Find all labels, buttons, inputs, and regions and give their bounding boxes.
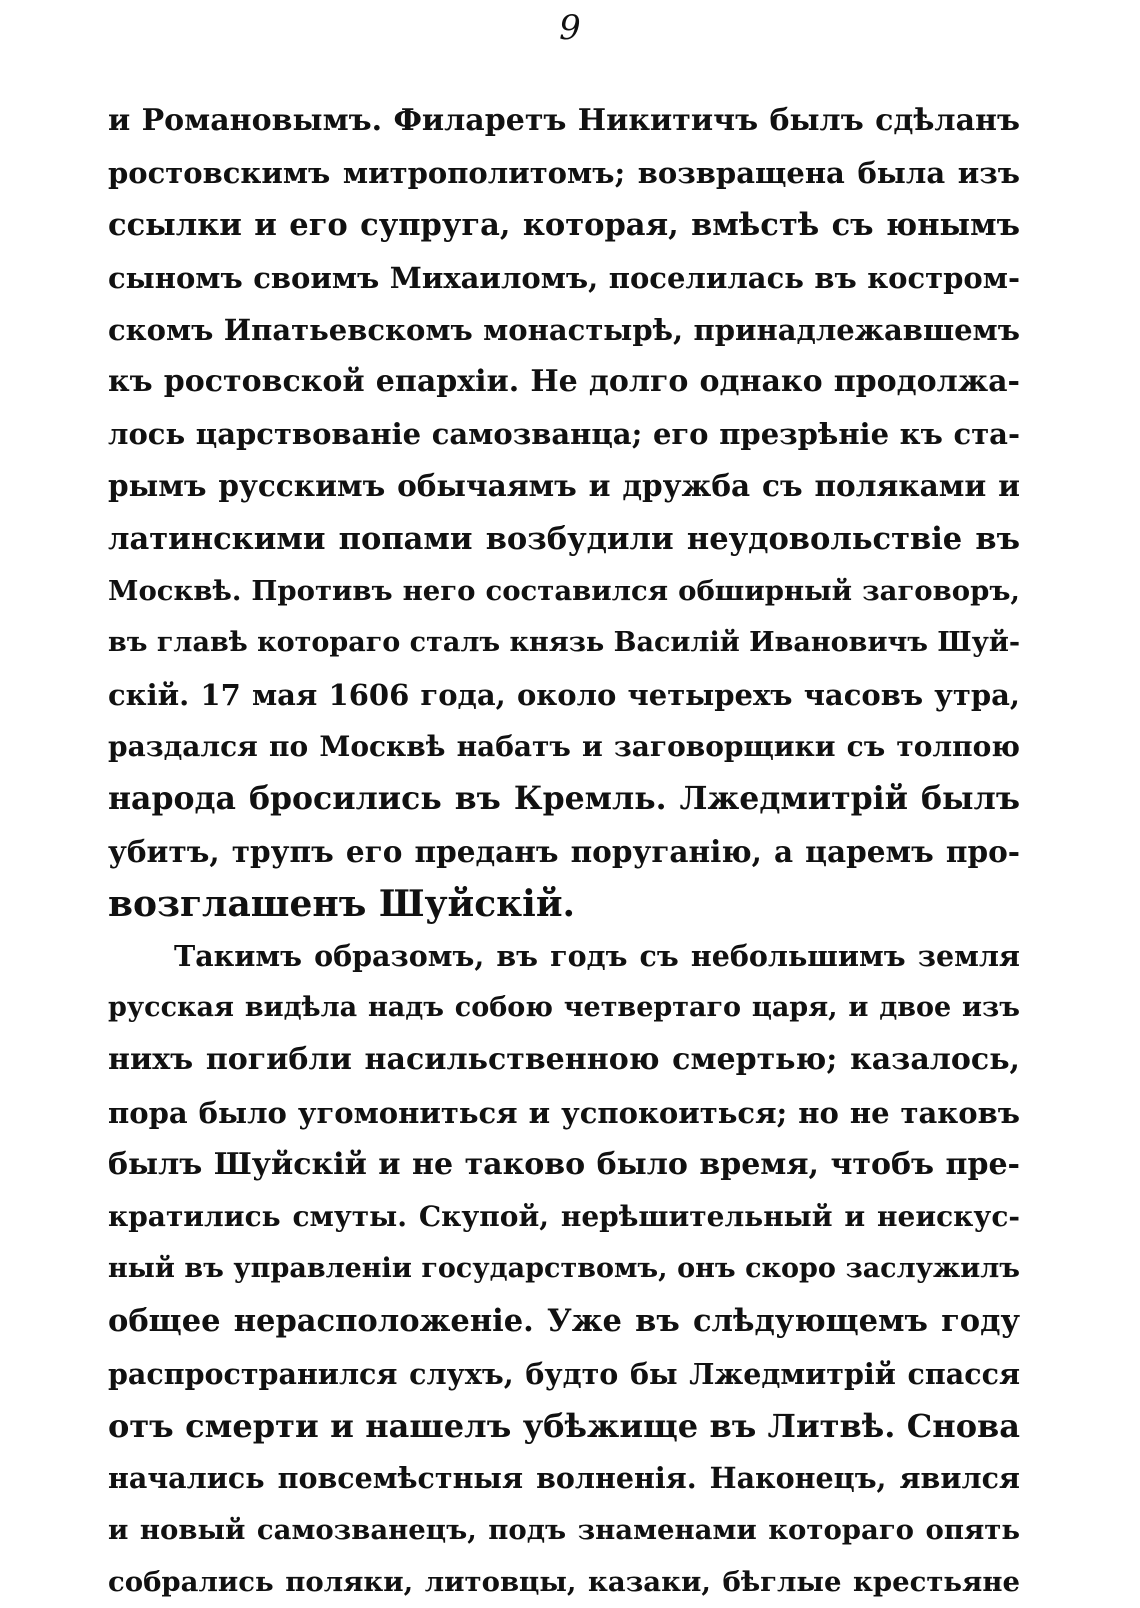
text-line: ростовскимъ митрополитомъ; возвращена была изъ	[108, 156, 1020, 191]
text-line: лось царствованіе самозванца; его презрѣніе къ ста-	[108, 417, 1020, 452]
text-line: къ ростовской епархіи. Не долго однако продолжа-	[108, 363, 1020, 399]
text-line: скомъ Ипатьевскомъ монастырѣ, принадлежавшемъ	[108, 312, 1020, 347]
text-line: былъ Шуйскій и не таково было время, чтобъ пре-	[108, 1146, 1020, 1182]
text-line: нихъ погибли насильственною смертью; казалось,	[108, 1042, 1020, 1078]
text-line: русская видѣла надъ собою четвертаго царя, и двое изъ	[108, 992, 1020, 1024]
text-line: кратились смуты. Скупой, нерѣшительный и неискус-	[108, 1199, 1020, 1233]
text-line: ссылки и его супруга, которая, вмѣстѣ съ юнымъ	[108, 207, 1020, 244]
paragraph-start-line: Такимъ образомъ, въ годъ съ небольшимъ земля	[174, 939, 1020, 973]
text-line: пора было угомониться и успокоиться; но не таковъ	[108, 1095, 1020, 1130]
text-line: раздался по Москвѣ набатъ и заговорщики съ толпою	[108, 730, 1020, 764]
text-line: народа бросились въ Кремль. Лжедмитрій былъ	[108, 780, 1020, 818]
text-line: сыномъ своимъ Михаиломъ, поселилась въ костром-	[108, 260, 1020, 295]
text-line: собрались поляки, литовцы, казаки, бѣглые крестьяне	[108, 1566, 1020, 1599]
text-line: общее нерасположеніе. Уже въ слѣдующемъ году	[108, 1303, 1020, 1340]
text-line: и новый самозванецъ, подъ знаменами котораго опять	[108, 1514, 1020, 1547]
text-line: Москвѣ. Противъ него составился обширный заговоръ,	[108, 574, 1020, 607]
text-line: въ главѣ котораго сталъ князь Василій Ивановичъ Шуй-	[108, 626, 1020, 658]
page-number: 9	[559, 8, 581, 48]
body-text	[108, 95, 1020, 1608]
text-line: и Романовымъ. Филаретъ Никитичъ былъ сдѣланъ	[108, 103, 1020, 138]
text-line: рымъ русскимъ обычаямъ и дружба съ поляками и	[108, 468, 1020, 504]
text-line: начались повсемѣстныя волненія. Наконецъ, явился	[108, 1460, 1020, 1495]
text-line: скій. 17 мая 1606 года, около четырехъ часовъ утра,	[108, 678, 1020, 713]
text-line: убитъ, трупъ его преданъ поруганію, а царемъ про-	[108, 833, 1020, 869]
text-line: отъ смерти и нашелъ убѣжище въ Литвѣ. Снова	[108, 1406, 1020, 1445]
text-line: распространился слухъ, будто бы Лжедмитрій спасся	[108, 1356, 1020, 1391]
paragraph-end-line: возглашенъ Шуйскій.	[108, 882, 576, 925]
text-line: латинскими попами возбудили неудовольствіе въ	[108, 520, 1020, 557]
text-line: ный въ управленіи государствомъ, онъ скоро заслужилъ	[108, 1253, 1020, 1285]
